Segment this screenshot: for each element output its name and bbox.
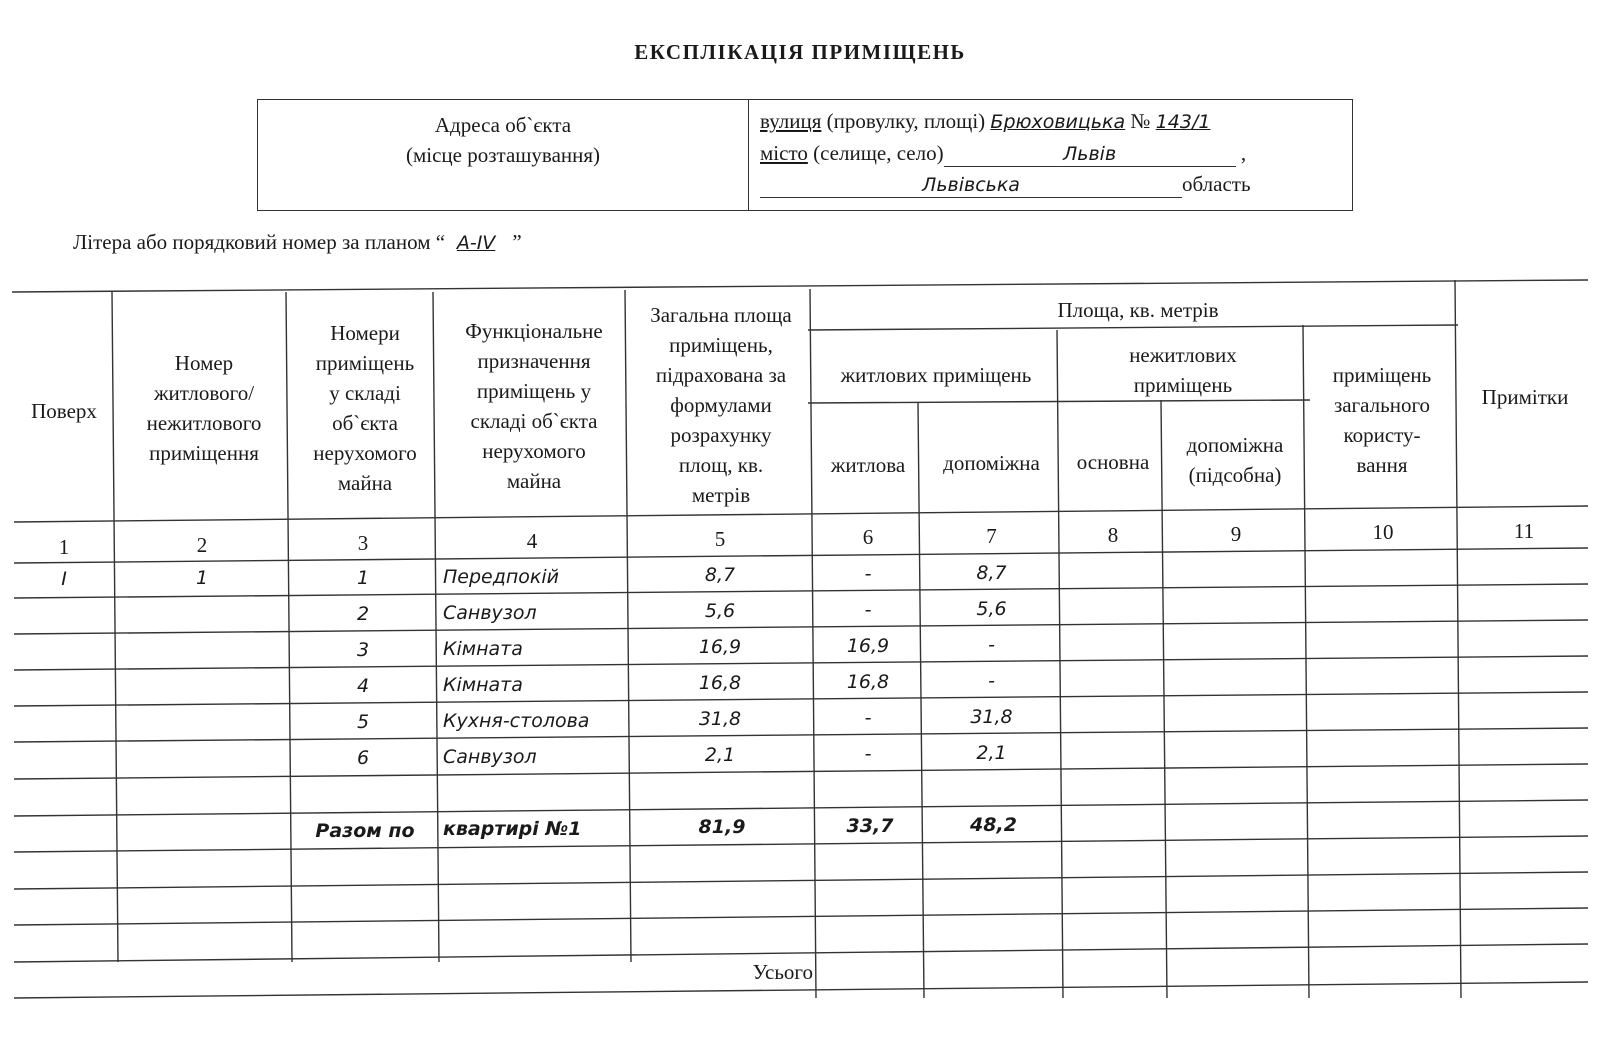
header-line: Номер [174,351,234,375]
subtotal-total: 81,9 [698,816,746,838]
column-number: 3 [357,531,369,555]
address-label-line1: Адреса об`єкта [434,113,572,137]
cell-auxiliary: 5,6 [976,598,1007,620]
cell-total: 31,8 [698,708,742,730]
header-line: Загальна площа [650,303,792,327]
column-number: 10 [1372,520,1394,544]
header-purpose [439,316,629,496]
city-value: Львів [944,142,1236,167]
city-word: місто [760,141,808,165]
grid-line [808,400,1310,403]
street-value: Брюховицька [990,111,1126,133]
region-word: область [1182,172,1251,196]
column-number: 1 [58,535,70,559]
street-word: вулиця [760,109,822,133]
header-line: підрахована за [655,363,787,387]
cell-room: 4 [356,675,370,697]
subtotal-auxiliary: 48,2 [970,814,1017,836]
header-line: формулами [670,393,772,417]
header-area-group: Площа, кв. метрів [1057,298,1219,322]
cell-total: 16,9 [698,636,742,658]
header-residential: житлових приміщень [840,363,1032,387]
header-line: користу- [1343,423,1421,447]
header-line: допоміжна [1186,433,1284,457]
cell-living: - [864,563,872,585]
header-total-area [630,300,812,510]
cell-room: 5 [356,711,370,733]
header-line: призначення [477,349,591,373]
cell-total: 5,6 [704,600,736,622]
city-rest: (селище, село) [807,141,944,165]
column-number: 6 [862,525,874,549]
grid-line [14,656,1588,670]
cell-purpose: Передпокій [443,566,560,588]
grid-line [14,800,1588,816]
grid-line [14,692,1588,706]
cell-auxiliary: 31,8 [970,706,1013,728]
grid-line [12,280,1588,292]
header-line: майна [337,471,393,495]
header-line: нерухомого [313,441,417,465]
header-line: приміщень [1332,363,1432,387]
header-line: майна [506,469,562,493]
header-line: розрахунку [670,423,772,447]
header-line: (підсобна) [1188,463,1282,487]
cell-total: 2,1 [704,744,736,766]
house-number: 143/1 [1155,111,1211,133]
city-comma: , [1235,141,1247,165]
cell-purpose: Кухня-столова [443,710,590,732]
header-line: нежитлового [146,411,262,435]
header-line: Функціональне [465,319,603,343]
header-living: житлова [830,453,906,477]
grid-line [918,403,924,998]
street-rest: (провулку, площі) [821,109,991,133]
cell-total: 16,8 [698,672,742,694]
grid-line [1057,330,1063,998]
header-auxiliary-sub [1164,430,1306,490]
column-number: 8 [1107,523,1119,547]
header-line: у складі [329,381,401,405]
header-notes: Примітки [1481,385,1569,409]
subtotal-living: 33,7 [846,815,894,837]
header-line: нерухомого [482,439,586,463]
cell-purpose: Санвузол [443,602,537,624]
header-line: Номери [330,321,400,345]
column-number: 2 [196,533,208,557]
cell-auxiliary: 2,1 [976,742,1007,764]
header-line: приміщень у [476,379,592,403]
number-sign: № [1125,109,1156,133]
subtotal-label: Разом по [315,820,415,842]
header-line: вання [1356,453,1408,477]
header-line: метрів [691,483,751,507]
header-auxiliary: допоміжна [943,451,1040,475]
grid-line [14,764,1588,779]
cell-living: - [864,743,872,765]
cell-living: 16,8 [846,671,890,693]
header-line: складі об`єкта [470,409,598,433]
column-number: 9 [1230,522,1242,546]
grid-line [808,325,1458,330]
cell-room: 2 [356,603,370,625]
plan-letter-close: ” [507,230,522,254]
cell-auxiliary: - [988,634,995,656]
grid-line [14,836,1588,852]
subtotal-target: квартирі №1 [443,818,582,840]
header-floor: Поверх [31,399,97,423]
column-number: 7 [986,524,997,548]
cell-purpose: Кімната [443,638,523,660]
header-line: приміщень [315,351,415,375]
column-number: 4 [526,529,538,553]
cell-unit: 1 [195,567,209,589]
cell-living: 16,9 [846,635,890,657]
cell-room: 1 [356,567,370,589]
cell-purpose: Санвузол [443,746,537,768]
cell-auxiliary: 8,7 [976,562,1007,584]
plan-letter-label: Літера або порядковий номер за планом “ [73,230,446,254]
header-nonresidential [1061,340,1305,400]
document-title: ЕКСПЛІКАЦІЯ ПРИМІЩЕНЬ [634,40,966,64]
grid-line [14,908,1588,925]
column-number: 5 [714,527,726,551]
plan-letter-value: А-IV [456,232,496,254]
header-line: приміщень, [669,333,773,357]
header-line: площ, кв. [678,453,764,477]
region-value: Львівська [760,173,1182,198]
header-line: житлового/ [153,381,255,405]
cell-living: - [864,599,872,621]
grid-line [14,620,1588,634]
cell-room: 3 [356,639,370,661]
header-common [1306,360,1458,480]
header-main: основна [1076,450,1150,474]
header-line: нежитлових [1129,343,1237,367]
cell-room: 6 [356,747,370,769]
grand-total-label: Усього [752,960,813,984]
cell-total: 8,7 [704,564,736,586]
header-line: приміщення [149,441,259,465]
header-room-numbers [292,318,438,498]
cell-purpose: Кімната [443,674,523,696]
cell-auxiliary: - [988,670,995,692]
column-number: 11 [1513,519,1535,543]
cell-living: - [864,707,872,729]
cell-floor: I [61,568,67,590]
header-line: загального [1333,393,1431,417]
grid-line [14,728,1588,742]
grid-line [14,872,1588,889]
address-label-line2: (місце розташування) [405,143,601,167]
header-line: об`єкта [332,411,398,435]
header-unit-number [118,348,290,468]
header-line: приміщень [1133,373,1233,397]
